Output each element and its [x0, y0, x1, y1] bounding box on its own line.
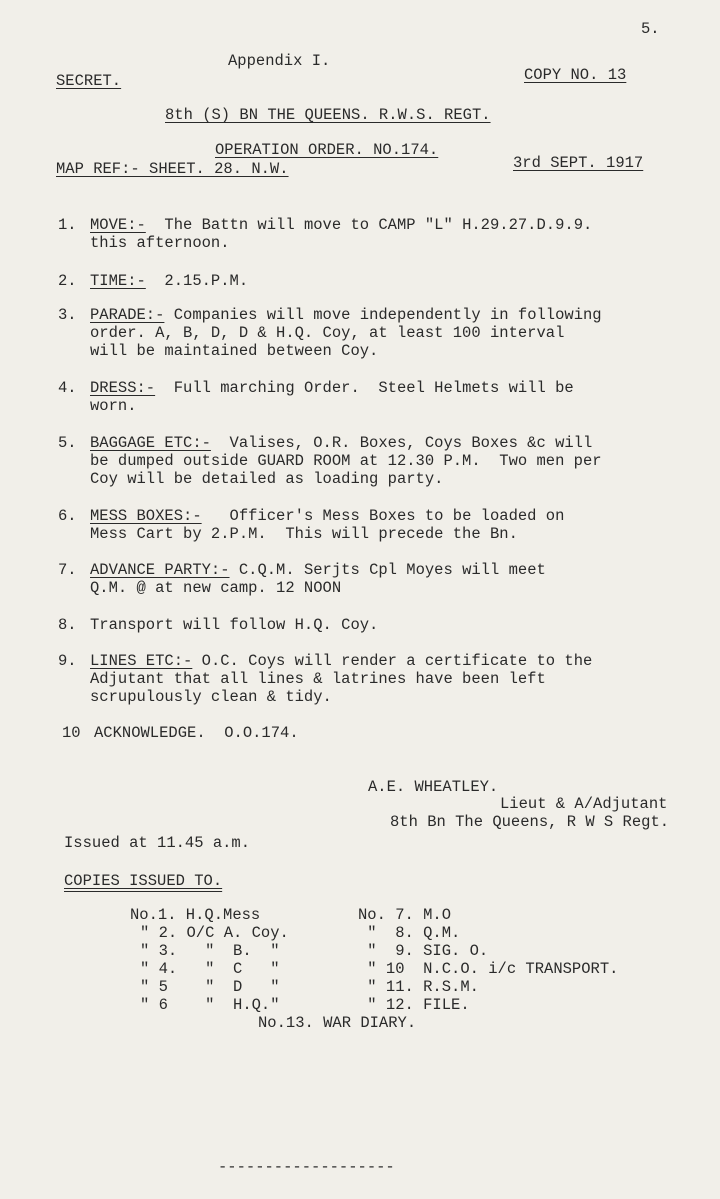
item-text: 2.15.P.M.	[164, 272, 249, 290]
item-number: 2.	[58, 272, 77, 290]
item-text: Coy will be detailed as loading party.	[90, 470, 444, 488]
item-number: 3.	[58, 306, 77, 324]
item-text: C.Q.M. Serjts Cpl Moyes will meet	[238, 561, 546, 579]
list-item: " 10 N.C.O. i/c TRANSPORT.	[358, 960, 619, 978]
item-number: 8.	[58, 616, 77, 634]
item-heading: MOVE:-	[90, 216, 146, 234]
list-item: " 4. " C "	[140, 960, 280, 978]
list-item: " 2. O/C A. Coy.	[140, 924, 289, 942]
item-text: be dumped outside GUARD ROOM at 12.30 P.M. Two men per	[90, 452, 602, 470]
signature-unit: 8th Bn The Queens, R W S Regt.	[390, 813, 670, 831]
issued-time: Issued at 11.45 a.m.	[64, 834, 251, 852]
item-number: 9.	[58, 652, 77, 670]
item-number: 1.	[58, 216, 77, 234]
item-heading: BAGGAGE ETC:-	[90, 434, 211, 452]
order-date: 3rd SEPT. 1917	[513, 154, 644, 172]
list-item: " 11. R.S.M.	[358, 978, 479, 996]
item-text: O.C. Coys will render a certificate to the	[201, 652, 593, 670]
item-heading: LINES ETC:-	[90, 652, 193, 670]
item-text: will be maintained between Coy.	[90, 342, 379, 360]
item-heading: TIME:-	[90, 272, 146, 290]
map-reference: MAP REF:- SHEET. 28. N.W.	[56, 160, 289, 178]
list-item: " 3. " B. "	[140, 942, 280, 960]
item-number: 5.	[58, 434, 77, 452]
list-item: " 8. Q.M.	[358, 924, 461, 942]
item-text: Companies will move independently in following	[173, 306, 602, 324]
unit-heading: 8th (S) BN THE QUEENS. R.W.S. REGT.	[165, 106, 491, 124]
item-text: scrupulously clean & tidy.	[90, 688, 332, 706]
item-text: Valises, O.R. Boxes, Coys Boxes &c will	[229, 434, 593, 452]
copies-heading: COPIES ISSUED TO.	[64, 872, 223, 890]
item-heading: PARADE:-	[90, 306, 165, 324]
item-heading: DRESS:-	[90, 379, 156, 397]
order-title: OPERATION ORDER. NO.174.	[215, 141, 439, 159]
item-text: order. A, B, D, D & H.Q. Coy, at least 100 interval	[90, 324, 565, 342]
item-text: Transport will follow H.Q. Coy.	[90, 616, 379, 634]
page-number: 5.	[641, 20, 660, 38]
item-text: Officer's Mess Boxes to be loaded on	[229, 507, 565, 525]
appendix-label: Appendix I.	[228, 52, 331, 70]
classification: SECRET.	[56, 72, 122, 90]
item-number: 4.	[58, 379, 77, 397]
item-text: worn.	[90, 397, 137, 415]
list-item: No. 7. M.O	[358, 906, 452, 924]
item-text: Mess Cart by 2.P.M. This will precede the Bn.	[90, 525, 518, 543]
copy-number: COPY NO. 13	[524, 66, 627, 84]
list-item: No.1. H.Q.Mess	[130, 906, 261, 924]
list-item: " 12. FILE.	[358, 996, 470, 1014]
list-item: " 6 " H.Q."	[140, 996, 280, 1014]
item-number: 10	[62, 724, 81, 742]
list-item: " 5 " D "	[140, 978, 280, 996]
signature-name: A.E. WHEATLEY.	[368, 778, 499, 796]
item-text: Adjutant that all lines & latrines have been left	[90, 670, 546, 688]
item-number: 7.	[58, 561, 77, 579]
item-text: Q.M. @ at new camp. 12 NOON	[90, 579, 342, 597]
item-number: 6.	[58, 507, 77, 525]
item-heading: ADVANCE PARTY:-	[90, 561, 230, 579]
item-text: ACKNOWLEDGE. O.O.174.	[94, 724, 299, 742]
signature-rank: Lieut & A/Adjutant	[500, 795, 668, 813]
item-text: The Battn will move to CAMP "L" H.29.27.D.9.9.	[164, 216, 593, 234]
item-text: Full marching Order. Steel Helmets will be	[173, 379, 574, 397]
footer-rule: -------------------	[218, 1158, 395, 1176]
item-text: this afternoon.	[90, 234, 230, 252]
list-item: " 9. SIG. O.	[358, 942, 489, 960]
item-heading: MESS BOXES:-	[90, 507, 202, 525]
list-item: No.13. WAR DIARY.	[258, 1014, 417, 1032]
